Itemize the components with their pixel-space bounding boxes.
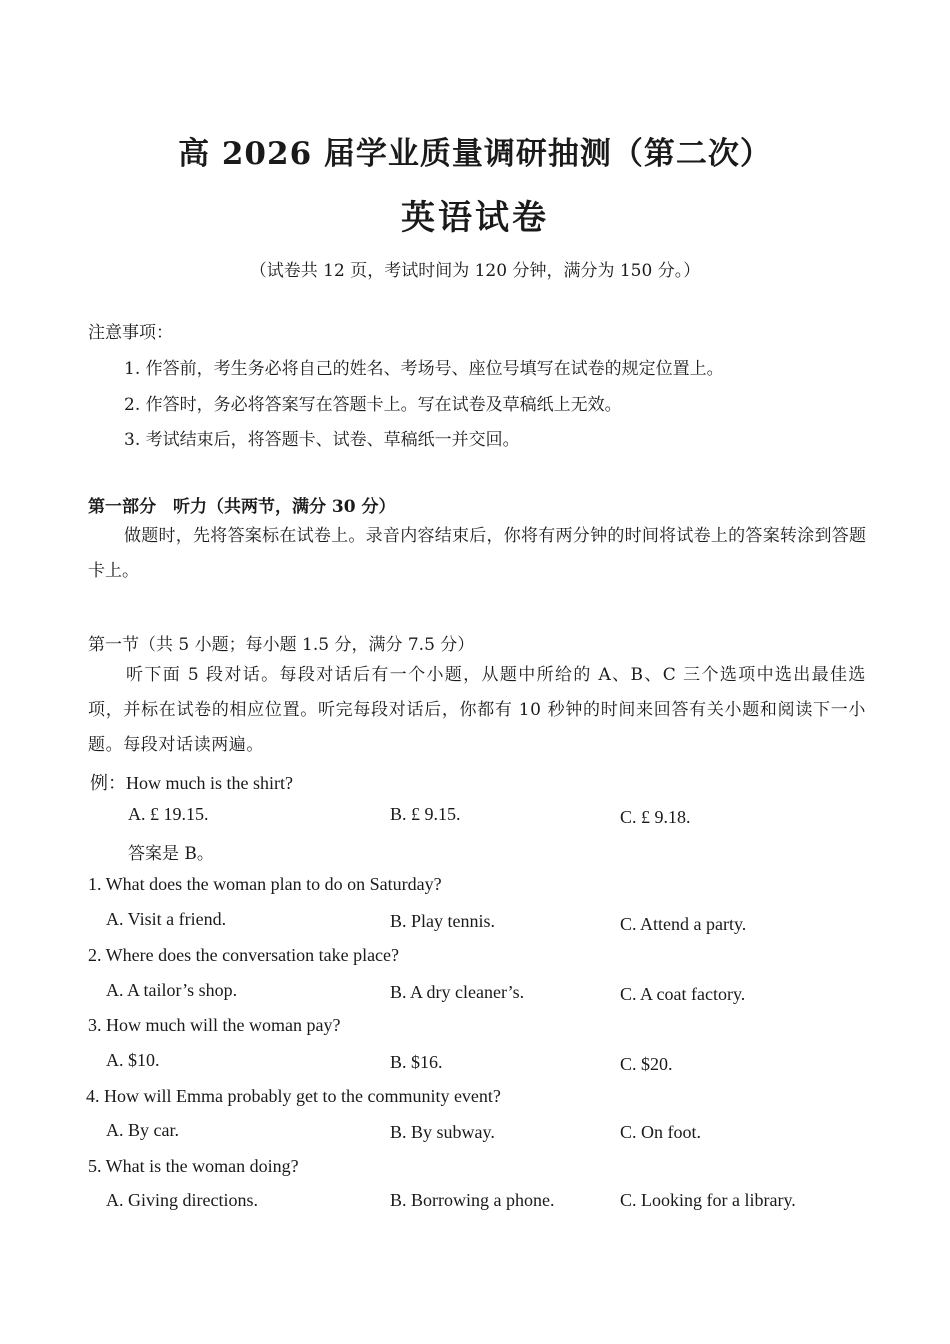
example-option-a: A. £ 19.15. <box>128 804 209 824</box>
note-item-2: 2. 作答时，务必将答案写在答题卡上。写在试卷及草稿纸上无效。 <box>124 395 622 415</box>
note-item-3: 3. 考试结束后，将答题卡、试卷、草稿纸一并交回。 <box>124 430 520 450</box>
example-option-c: C. £ 9.18. <box>620 807 691 827</box>
question-3-option-c: C. $20. <box>620 1054 673 1074</box>
question-4-option-a: A. By car. <box>106 1120 179 1140</box>
example-option-b: B. £ 9.15. <box>390 804 461 824</box>
question-4-option-c: C. On foot. <box>620 1122 701 1142</box>
question-5-option-a: A. Giving directions. <box>106 1190 258 1210</box>
note-item-1: 1. 作答前，考生务必将自己的姓名、考场号、座位号填写在试卷的规定位置上。 <box>124 359 724 379</box>
question-2: 2. Where does the conversation take place? <box>88 945 400 965</box>
notes-heading: 注意事项： <box>88 323 173 343</box>
question-1-option-a: A. Visit a friend. <box>106 909 227 929</box>
question-3-option-a: A. $10. <box>106 1050 160 1070</box>
section1-heading: 第一节（共 5 小题；每小题 1.5 分，满分 7.5 分） <box>88 635 475 655</box>
question-1: 1. What does the woman plan to do on Saturday? <box>88 874 442 894</box>
example-answer: 答案是 B。 <box>128 844 214 864</box>
question-5-option-c: C. Looking for a library. <box>620 1190 796 1210</box>
section1-instruction: 听下面 5 段对话。每段对话后有一个小题，从题中所给的 A、B、C 三个选项中选出最佳选项，并标在试卷的相应位置。听完每段对话后，你都有 10 秒钟的时间来回答有关小题和阅读下一小题。每段对话读两遍。 <box>88 665 866 755</box>
question-1-option-c: C. Attend a party. <box>620 914 747 934</box>
question-2-option-a: A. A tailor’s shop. <box>106 980 238 1000</box>
question-3: 3. How much will the woman pay? <box>88 1015 341 1035</box>
question-2-option-c: C. A coat factory. <box>620 984 746 1004</box>
question-4: 4. How will Emma probably get to the community event? <box>86 1086 501 1106</box>
question-4-option-b: B. By subway. <box>390 1122 495 1142</box>
question-1-option-b: B. Play tennis. <box>390 911 496 931</box>
example-question: 例：How much is the shirt? <box>90 773 293 793</box>
subject-title: 英语试卷 <box>401 198 549 238</box>
question-2-option-b: B. A dry cleaner’s. <box>390 982 525 1002</box>
question-3-option-b: B. $16. <box>390 1052 443 1072</box>
exam-info: （试卷共 12 页，考试时间为 120 分钟，满分为 150 分。） <box>249 261 701 281</box>
exam-title: 高 2026 届学业质量调研抽测（第二次） <box>178 136 772 172</box>
question-5: 5. What is the woman doing? <box>88 1156 299 1176</box>
question-5-option-b: B. Borrowing a phone. <box>390 1190 555 1210</box>
part1-instruction: 做题时，先将答案标在试卷上。录音内容结束后，你将有两分钟的时间将试卷上的答案转涂到答题卡上。 <box>88 526 866 581</box>
part1-heading: 第一部分 听力（共两节，满分 30 分） <box>88 497 396 517</box>
